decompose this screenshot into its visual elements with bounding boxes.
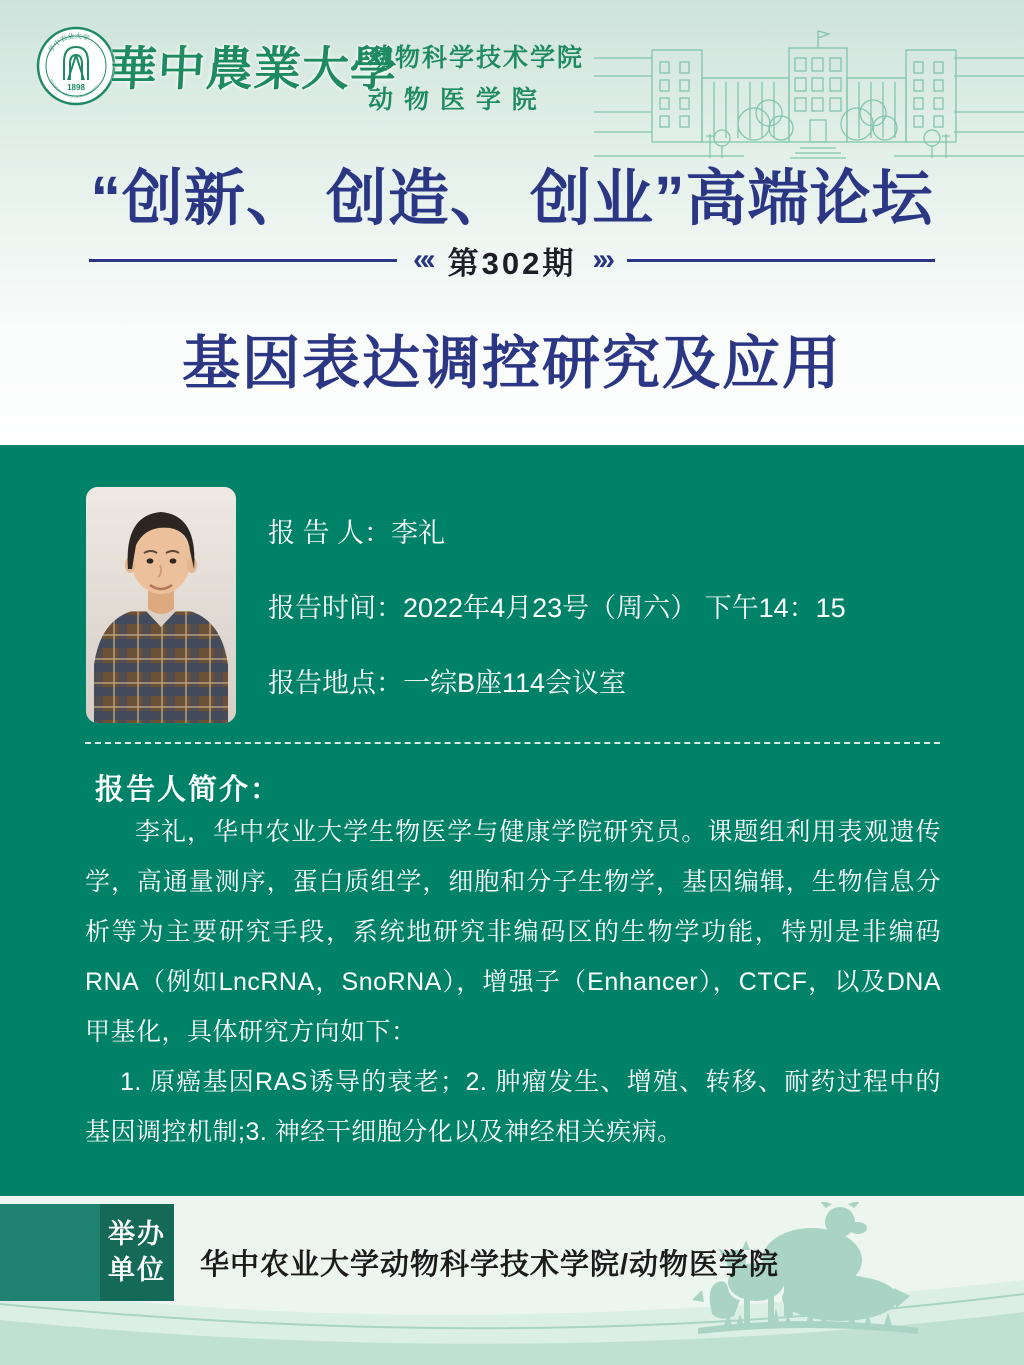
bio-paragraph-1: 李礼，华中农业大学生物医学与健康学院研究员。课题组利用表观遗传学，高通量测序，蛋白质组学，细胞和分子生物学，基因编辑，生物信息分析等为主要研究手段，系统地研究非编码区的生物学功能，特别是非编码RNA（例如LncRNA，SnoRNA），增强子（Enhancer），CTCF，以及DNA甲基化，具体研究方向如下： [85, 818, 941, 1046]
divider-line-left [89, 259, 397, 262]
svg-text:1898: 1898 [67, 83, 85, 92]
bio-heading: 报告人简介： [95, 774, 282, 806]
forum-title: “创新、 创造、 创业”高端论坛 [90, 164, 934, 232]
lecture-info-panel [0, 445, 1024, 1196]
chevrons-left-icon: «‹ [412, 243, 432, 276]
divider-line-right [627, 259, 935, 262]
organizer-name: 华中农业大学动物科学技术学院/动物医学院 [200, 1249, 780, 1281]
organizer-tag-line1: 举办 [108, 1219, 166, 1250]
issue-number: 第302期 [447, 245, 577, 281]
organizer-tag-box [100, 1204, 174, 1301]
speaker-photo [86, 487, 236, 723]
college-name-line2: 动 物 医 学 院 [368, 86, 539, 114]
bio-paragraph-2: 1. 原癌基因RAS诱导的衰老；2. 肿瘤发生、增殖、转移、耐药过程中的基因调控机制;3. 神经干细胞分化以及神经相关疾病。 [85, 1068, 941, 1146]
organizer-tag-line2: 单位 [108, 1254, 166, 1285]
bio-body [85, 807, 941, 1157]
time-line: 报告时间：2022年4月23号（周六） 下午14：15 [268, 593, 846, 623]
header [0, 0, 1024, 445]
speaker-line: 报 告 人：李礼 [268, 518, 446, 548]
svg-text:HUAZHONG AGRICULTURAL UNIVERSI: HUAZHONG AGRICULTURAL UNIVERSITY [49, 78, 100, 99]
svg-text:华中农业大学: 华中农业大学 [47, 33, 91, 54]
issue-divider [0, 240, 1024, 280]
college-name-line1: 动物科学技术学院 [368, 44, 585, 72]
chevrons-right-icon: ›» [592, 243, 612, 276]
college-names [368, 38, 584, 116]
organizer-tag-accent [0, 1204, 100, 1301]
university-seal-icon [36, 26, 116, 106]
lecture-title: 基因表达调控研究及应用 [181, 331, 842, 396]
dashed-divider [85, 742, 940, 744]
location-line: 报告地点：一综B座114会议室 [268, 668, 627, 698]
footer [0, 1196, 1024, 1365]
university-name: 華中農業大學 [108, 42, 400, 97]
